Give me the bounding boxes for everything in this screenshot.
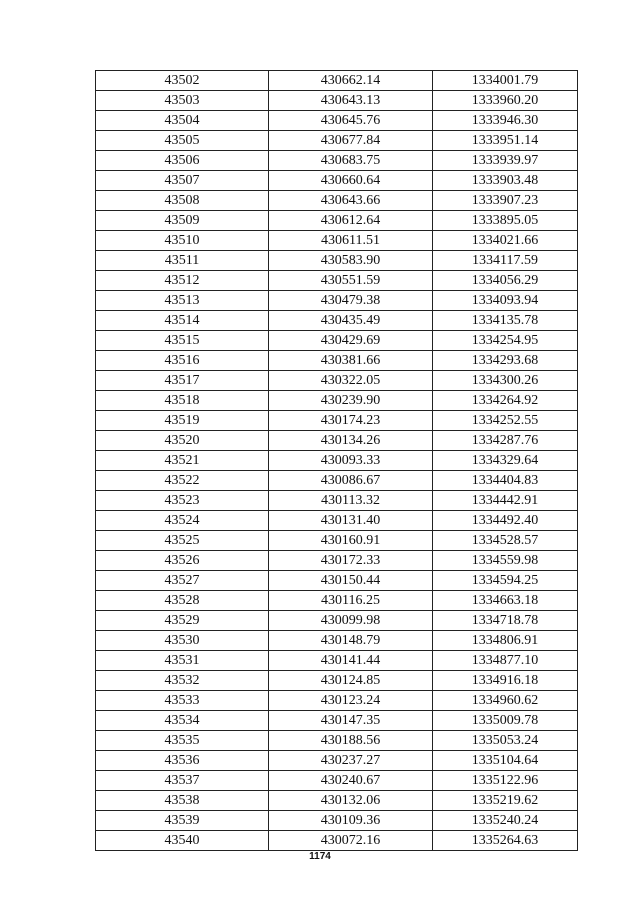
- x-coordinate-cell: 430381.66: [269, 351, 433, 371]
- point-id-cell: 43527: [96, 571, 269, 591]
- table-row: [96, 811, 578, 831]
- x-coordinate-cell: 430109.36: [269, 811, 433, 831]
- point-id-cell: 43523: [96, 491, 269, 511]
- y-coordinate-cell: 1334442.91: [433, 491, 578, 511]
- table-row: [96, 491, 578, 511]
- point-id-cell: 43540: [96, 831, 269, 851]
- x-coordinate-cell: 430677.84: [269, 131, 433, 151]
- table-row: [96, 731, 578, 751]
- y-coordinate-cell: 1335053.24: [433, 731, 578, 751]
- x-coordinate-cell: 430662.14: [269, 71, 433, 91]
- y-coordinate-cell: 1334492.40: [433, 511, 578, 531]
- y-coordinate-cell: 1335104.64: [433, 751, 578, 771]
- table-row: [96, 131, 578, 151]
- point-id-cell: 43509: [96, 211, 269, 231]
- y-coordinate-cell: 1333946.30: [433, 111, 578, 131]
- y-coordinate-cell: 1333907.23: [433, 191, 578, 211]
- x-coordinate-cell: 430150.44: [269, 571, 433, 591]
- y-coordinate-cell: 1335240.24: [433, 811, 578, 831]
- y-coordinate-cell: 1334916.18: [433, 671, 578, 691]
- table-row: [96, 451, 578, 471]
- point-id-cell: 43517: [96, 371, 269, 391]
- y-coordinate-cell: 1334264.92: [433, 391, 578, 411]
- table-row: [96, 771, 578, 791]
- point-id-cell: 43533: [96, 691, 269, 711]
- coordinate-table-container: [95, 70, 577, 851]
- x-coordinate-cell: 430322.05: [269, 371, 433, 391]
- y-coordinate-cell: 1335219.62: [433, 791, 578, 811]
- point-id-cell: 43503: [96, 91, 269, 111]
- y-coordinate-cell: 1334329.64: [433, 451, 578, 471]
- point-id-cell: 43538: [96, 791, 269, 811]
- y-coordinate-cell: 1334135.78: [433, 311, 578, 331]
- table-row: [96, 471, 578, 491]
- point-id-cell: 43526: [96, 551, 269, 571]
- y-coordinate-cell: 1333951.14: [433, 131, 578, 151]
- table-row: [96, 411, 578, 431]
- point-id-cell: 43514: [96, 311, 269, 331]
- x-coordinate-cell: 430611.51: [269, 231, 433, 251]
- point-id-cell: 43535: [96, 731, 269, 751]
- point-id-cell: 43505: [96, 131, 269, 151]
- y-coordinate-cell: 1334287.76: [433, 431, 578, 451]
- y-coordinate-cell: 1334559.98: [433, 551, 578, 571]
- point-id-cell: 43528: [96, 591, 269, 611]
- table-row: [96, 591, 578, 611]
- x-coordinate-cell: 430435.49: [269, 311, 433, 331]
- x-coordinate-cell: 430134.26: [269, 431, 433, 451]
- table-row: [96, 311, 578, 331]
- point-id-cell: 43518: [96, 391, 269, 411]
- table-row: [96, 371, 578, 391]
- y-coordinate-cell: 1334528.57: [433, 531, 578, 551]
- table-row: [96, 511, 578, 531]
- table-row: [96, 631, 578, 651]
- y-coordinate-cell: 1333960.20: [433, 91, 578, 111]
- point-id-cell: 43513: [96, 291, 269, 311]
- x-coordinate-cell: 430123.24: [269, 691, 433, 711]
- y-coordinate-cell: 1335122.96: [433, 771, 578, 791]
- table-row: [96, 151, 578, 171]
- table-row: [96, 691, 578, 711]
- y-coordinate-cell: 1334021.66: [433, 231, 578, 251]
- y-coordinate-cell: 1334293.68: [433, 351, 578, 371]
- y-coordinate-cell: 1333903.48: [433, 171, 578, 191]
- table-row: [96, 71, 578, 91]
- point-id-cell: 43522: [96, 471, 269, 491]
- table-row: [96, 551, 578, 571]
- x-coordinate-cell: 430147.35: [269, 711, 433, 731]
- y-coordinate-cell: 1334877.10: [433, 651, 578, 671]
- table-row: [96, 331, 578, 351]
- y-coordinate-cell: 1334300.26: [433, 371, 578, 391]
- y-coordinate-cell: 1333895.05: [433, 211, 578, 231]
- x-coordinate-cell: 430132.06: [269, 791, 433, 811]
- table-row: [96, 291, 578, 311]
- x-coordinate-cell: 430174.23: [269, 411, 433, 431]
- x-coordinate-cell: 430093.33: [269, 451, 433, 471]
- x-coordinate-cell: 430086.67: [269, 471, 433, 491]
- point-id-cell: 43532: [96, 671, 269, 691]
- point-id-cell: 43511: [96, 251, 269, 271]
- table-row: [96, 231, 578, 251]
- table-row: [96, 91, 578, 111]
- point-id-cell: 43524: [96, 511, 269, 531]
- table-row: [96, 431, 578, 451]
- x-coordinate-cell: 430116.25: [269, 591, 433, 611]
- point-id-cell: 43510: [96, 231, 269, 251]
- y-coordinate-cell: 1334056.29: [433, 271, 578, 291]
- table-row: [96, 831, 578, 851]
- table-row: [96, 611, 578, 631]
- point-id-cell: 43536: [96, 751, 269, 771]
- y-coordinate-cell: 1334718.78: [433, 611, 578, 631]
- x-coordinate-cell: 430131.40: [269, 511, 433, 531]
- y-coordinate-cell: 1334254.95: [433, 331, 578, 351]
- x-coordinate-cell: 430239.90: [269, 391, 433, 411]
- x-coordinate-cell: 430172.33: [269, 551, 433, 571]
- point-id-cell: 43534: [96, 711, 269, 731]
- point-id-cell: 43531: [96, 651, 269, 671]
- x-coordinate-cell: 430240.67: [269, 771, 433, 791]
- table-row: [96, 671, 578, 691]
- point-id-cell: 43537: [96, 771, 269, 791]
- x-coordinate-cell: 430124.85: [269, 671, 433, 691]
- table-row: [96, 251, 578, 271]
- point-id-cell: 43507: [96, 171, 269, 191]
- y-coordinate-cell: 1334001.79: [433, 71, 578, 91]
- x-coordinate-cell: 430551.59: [269, 271, 433, 291]
- table-row: [96, 351, 578, 371]
- table-row: [96, 271, 578, 291]
- x-coordinate-cell: 430160.91: [269, 531, 433, 551]
- x-coordinate-cell: 430683.75: [269, 151, 433, 171]
- point-id-cell: 43539: [96, 811, 269, 831]
- x-coordinate-cell: 430141.44: [269, 651, 433, 671]
- x-coordinate-cell: 430479.38: [269, 291, 433, 311]
- y-coordinate-cell: 1334404.83: [433, 471, 578, 491]
- y-coordinate-cell: 1334663.18: [433, 591, 578, 611]
- page-number: 1174: [309, 851, 331, 862]
- point-id-cell: 43502: [96, 71, 269, 91]
- y-coordinate-cell: 1334252.55: [433, 411, 578, 431]
- y-coordinate-cell: 1334960.62: [433, 691, 578, 711]
- point-id-cell: 43506: [96, 151, 269, 171]
- point-id-cell: 43520: [96, 431, 269, 451]
- x-coordinate-cell: 430645.76: [269, 111, 433, 131]
- y-coordinate-cell: 1335009.78: [433, 711, 578, 731]
- table-row: [96, 391, 578, 411]
- x-coordinate-cell: 430429.69: [269, 331, 433, 351]
- x-coordinate-cell: 430113.32: [269, 491, 433, 511]
- x-coordinate-cell: 430237.27: [269, 751, 433, 771]
- table-row: [96, 531, 578, 551]
- y-coordinate-cell: 1335264.63: [433, 831, 578, 851]
- point-id-cell: 43515: [96, 331, 269, 351]
- x-coordinate-cell: 430148.79: [269, 631, 433, 651]
- point-id-cell: 43529: [96, 611, 269, 631]
- point-id-cell: 43521: [96, 451, 269, 471]
- x-coordinate-cell: 430099.98: [269, 611, 433, 631]
- y-coordinate-cell: 1334806.91: [433, 631, 578, 651]
- point-id-cell: 43516: [96, 351, 269, 371]
- coordinate-table: [95, 70, 578, 851]
- table-row: [96, 211, 578, 231]
- table-row: [96, 791, 578, 811]
- table-row: [96, 751, 578, 771]
- point-id-cell: 43519: [96, 411, 269, 431]
- table-row: [96, 191, 578, 211]
- point-id-cell: 43525: [96, 531, 269, 551]
- x-coordinate-cell: 430188.56: [269, 731, 433, 751]
- table-row: [96, 711, 578, 731]
- point-id-cell: 43508: [96, 191, 269, 211]
- x-coordinate-cell: 430643.66: [269, 191, 433, 211]
- x-coordinate-cell: 430612.64: [269, 211, 433, 231]
- table-row: [96, 571, 578, 591]
- point-id-cell: 43530: [96, 631, 269, 651]
- y-coordinate-cell: 1334093.94: [433, 291, 578, 311]
- table-row: [96, 171, 578, 191]
- x-coordinate-cell: 430583.90: [269, 251, 433, 271]
- x-coordinate-cell: 430643.13: [269, 91, 433, 111]
- coordinate-table-body: [96, 71, 578, 851]
- point-id-cell: 43504: [96, 111, 269, 131]
- y-coordinate-cell: 1333939.97: [433, 151, 578, 171]
- y-coordinate-cell: 1334117.59: [433, 251, 578, 271]
- y-coordinate-cell: 1334594.25: [433, 571, 578, 591]
- x-coordinate-cell: 430660.64: [269, 171, 433, 191]
- table-row: [96, 651, 578, 671]
- table-row: [96, 111, 578, 131]
- point-id-cell: 43512: [96, 271, 269, 291]
- x-coordinate-cell: 430072.16: [269, 831, 433, 851]
